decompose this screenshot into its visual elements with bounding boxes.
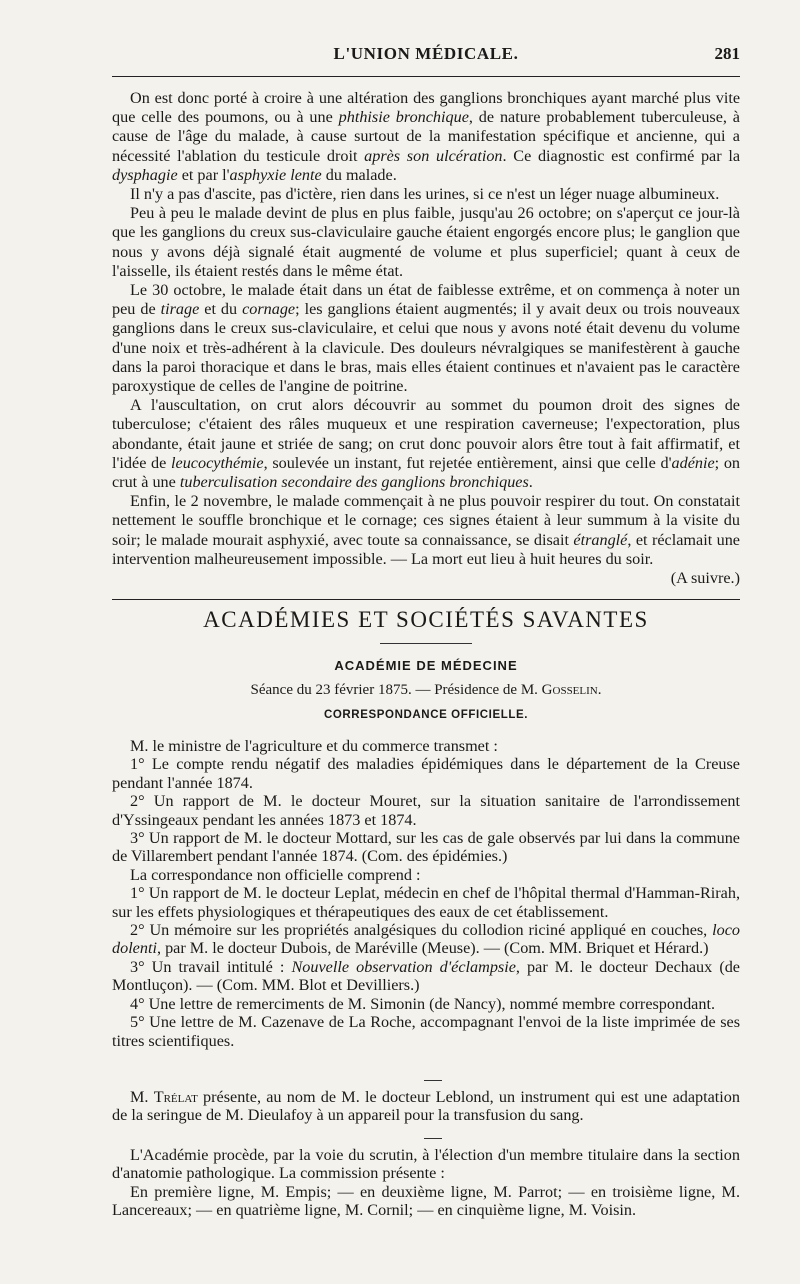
academy-heading: ACADÉMIE DE MÉDECINE xyxy=(334,658,518,673)
list-item: 5° Une lettre de M. Cazenave de La Roche, accompagnant l'envoi de la liste imprimée de ses titres scientifiques. xyxy=(112,1013,740,1050)
section-rule xyxy=(112,599,740,600)
election-section xyxy=(112,1146,740,1220)
paragraph: La correspondance non officielle comprend : xyxy=(130,865,421,884)
list-item: 1° Un rapport de M. le docteur Leplat, médecin en chef de l'hôpital thermal d'Hamman-Rirah, sur les effets physiologiques et thérapeutiques des eaux de cet établissement. xyxy=(112,884,740,921)
paragraph: En première ligne, M. Empis; — en deuxième ligne, M. Parrot; — en troisième ligne, M. Lancereaux; — en quatrième ligne, M. Cornil; — en cinquième ligne, M. Voisin. xyxy=(112,1182,740,1220)
paragraph: M. le ministre de l'agriculture et du commerce transmet : xyxy=(130,737,498,755)
list-item: 1° Le compte rendu négatif des maladies épidémiques dans le département de la Creuse pendant l'année 1874. xyxy=(112,755,740,792)
paragraph: Peu à peu le malade devint de plus en plus faible, jusqu'au 26 octobre; on s'aperçut ce jour-là que les ganglions du creux sus-claviculaire gauche étaient engorgés encore plus; le ganglion que nous y avons déjà signalé était augmenté de volume et plus superficiel; quant à ceux de l'aisselle, ils étaient restés dans le même état. xyxy=(112,204,740,280)
list-item: 3° Un travail intitulé : Nouvelle observation d'éclampsie, par M. le docteur Dechaux (de Montluçon). — (Com. MM. Blot et Devilliers.) xyxy=(112,957,740,995)
separator-dash xyxy=(424,1080,442,1081)
paragraph: On est donc porté à croire à une altération des ganglions bronchiques ayant marché plus vite que celle des poumons, ou à une phthisie bronchique, de nature probablement tuberculeuse, à cause de l'âge du malade, à cause surtout de la manifestation spécifique et ancienne, qui a nécessité l'ablation du testicule droit après son ulcération. Ce diagnostic est confirmé par la dysphagie et par l'asphyxie lente du malade. xyxy=(112,89,741,184)
correspondence-heading: CORRESPONDANCE OFFICIELLE. xyxy=(323,709,529,721)
list-item: 4° Une lettre de remerciments de M. Simonin (de Nancy), nommé membre correspondant. xyxy=(130,994,715,1013)
running-title: L'UNION MÉDICALE. xyxy=(333,44,519,63)
trelat-paragraph xyxy=(112,1088,740,1125)
paragraph: Enfin, le 2 novembre, le malade commençait à ne plus pouvoir respirer du tout. On constatait nettement le souffle bronchique et le cornage; ces signes étaient à leur summum à la visite du soir; le malade mourait asphyxié, avec toute sa connaissance, se disait étranglé, et réclamait une intervention malheureusement impossible. — La mort eut lieu à huit heures du soir. (A suivre.) xyxy=(112,492,740,588)
president-name: Gosselin xyxy=(541,682,598,698)
to-follow-note: (A suivre.) xyxy=(670,569,740,588)
correspondence-body xyxy=(112,737,740,1050)
page-number: 281 xyxy=(714,44,740,63)
paragraph: Le 30 octobre, le malade était dans un état de faiblesse extrême, et on commença à noter un peu de tirage et du cornage; les ganglions étaient augmentés; il y avait deux ou trois nouveaux ganglions dans le creux sus-claviculaire, et celui que nous y avons noté était devenu du volume d'une noix et très-adhérent à la clavicule. Des douleurs névralgiques se manifestèrent à gauche dans la paroi thoracique et dans le bras, mais elles étaient continues et n'avaient pas le caractère paroxystique de celles de l'angine de poitrine. xyxy=(112,281,741,396)
page-header xyxy=(112,44,740,72)
title-underline xyxy=(380,643,472,644)
paragraph: M. Trélat présente, au nom de M. le docteur Leblond, un instrument qui est une adaptation de la seringue de M. Dieulafoy à un appareil pour la transfusion du sang. xyxy=(112,1088,740,1125)
section-title: ACADÉMIES ET SOCIÉTÉS SAVANTES xyxy=(203,607,649,632)
paragraph: Il n'y a pas d'ascite, pas d'ictère, rien dans les urines, si ce n'est un léger nuage albumineux. xyxy=(130,185,720,204)
list-item: 3° Un rapport de M. le docteur Mottard, sur les cas de gale observés par lui dans la commune de Villarembert pendant l'année 1874. (Com. des épidémies.) xyxy=(112,829,740,866)
list-item: 2° Un rapport de M. le docteur Mouret, sur la situation sanitaire de l'arrondissement d'Yssingeaux pendant les années 1873 et 1874. xyxy=(112,792,740,829)
list-item: 2° Un mémoire sur les propriétés analgésiques du collodion riciné appliqué en couches, loco dolenti, par M. le docteur Dubois, de Maréville (Meuse). — (Com. MM. Briquet et Hérard.) xyxy=(112,921,740,958)
separator-dash xyxy=(424,1138,442,1139)
paragraph: A l'auscultation, on crut alors découvrir au sommet du poumon droit des signes de tuberculose; c'étaient des râles muqueux et une respiration caverneuse; l'expectoration, plus abondante, était jaune et striée de sang; on crut donc pouvoir alors être tout à fait affirmatif, et l'idée de leucocythémie, soulevée un instant, fut rejetée entièrement, ainsi que celle d'adénie; on crut à une tuberculisation secondaire des ganglions bronchiques. xyxy=(112,396,741,492)
presenter-name: Trélat xyxy=(153,1088,198,1106)
paragraph: L'Académie procède, par la voie du scrutin, à l'élection d'un membre titulaire dans la section d'anatomie pathologique. La commission présente : xyxy=(112,1146,740,1183)
header-rule xyxy=(112,76,740,77)
session-line: Séance du 23 février 1875. — Présidence de M. Gosselin. xyxy=(250,682,602,698)
case-report xyxy=(112,89,740,588)
